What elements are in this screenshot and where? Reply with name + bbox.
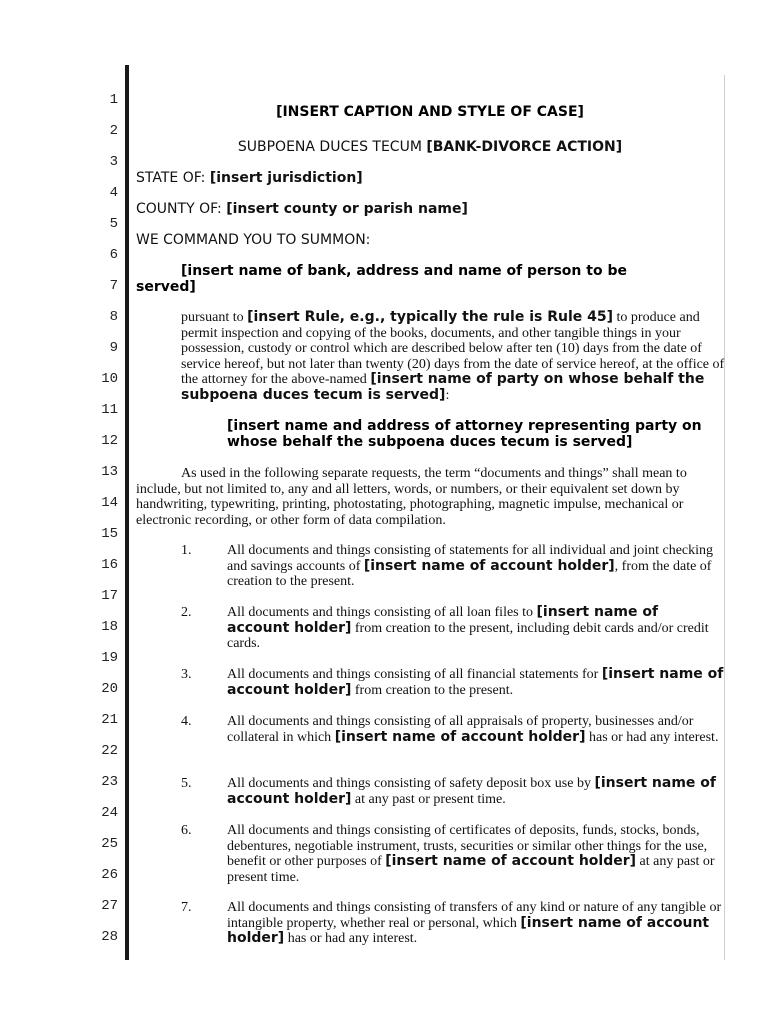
line-number: 9 xyxy=(109,340,118,356)
request-item xyxy=(227,605,725,652)
account-holder-placeholder: [insert name of account holder] xyxy=(227,775,717,807)
left-margin-rule xyxy=(125,65,129,960)
request-number: 2. xyxy=(181,605,192,620)
request-text-end: has or had any interest. xyxy=(284,931,418,946)
request-number: 6. xyxy=(181,823,192,838)
request-text: All documents and things consisting of statements for all individual and joint checking and savings accounts of xyxy=(227,543,714,574)
line-number: 21 xyxy=(101,712,118,728)
pursuant-text: pursuant to xyxy=(181,310,248,325)
line-number: 24 xyxy=(101,805,118,821)
line-number: 13 xyxy=(101,464,118,480)
definition-paragraph: As used in the following separate requests, the term “documents and things” shall mean to include, but not limited to, any and all letters, words, or numbers, or their equivalent set down by handwriting, typewriting, printing, photostating, photographing, magnetic impulse, mechanical or electronic recording, or other form of data compilation. xyxy=(136,466,687,528)
request-text: All documents and things consisting of safety deposit box use by xyxy=(227,776,595,791)
line-number: 4 xyxy=(109,185,118,201)
line-number: 15 xyxy=(101,526,118,542)
account-holder-placeholder: [insert name of account holder] xyxy=(227,604,659,636)
command-line: WE COMMAND YOU TO SUMMON: xyxy=(136,232,371,248)
rule-placeholder: [insert Rule, e.g., typically the rule is Rule 45] xyxy=(247,309,614,325)
line-number: 17 xyxy=(101,588,118,604)
request-text: All documents and things consisting of all appraisals of property, businesses and/or collateral in which xyxy=(227,714,694,745)
request-text: All documents and things consisting of transfers of any kind or nature of any tangible or intangible property, whether real or personal, which xyxy=(227,900,722,931)
line-number: 6 xyxy=(109,247,118,263)
line-number: 20 xyxy=(101,681,118,697)
request-item xyxy=(227,667,725,698)
county-line xyxy=(136,201,468,217)
line-number: 27 xyxy=(101,898,118,914)
line-number: 10 xyxy=(101,371,118,387)
account-holder-placeholder: [insert name of account holder] xyxy=(385,853,637,869)
request-item xyxy=(227,543,725,590)
request-item xyxy=(227,776,725,807)
line-number: 19 xyxy=(101,650,118,666)
line-number: 8 xyxy=(109,309,118,325)
request-number: 1. xyxy=(181,543,192,558)
line-number: 5 xyxy=(109,216,118,232)
line-number: 2 xyxy=(109,123,118,139)
line-number: 16 xyxy=(101,557,118,573)
account-holder-placeholder: [insert name of account holder] xyxy=(334,728,586,745)
line-number: 18 xyxy=(101,619,118,635)
action-type-placeholder: [BANK-DIVORCE ACTION] xyxy=(426,139,623,155)
subpoena-title xyxy=(136,139,724,155)
attorney-placeholder: [insert name and address of attorney representing party on whose behalf the subpoena duces tecum is served] xyxy=(227,418,702,450)
line-number: 1 xyxy=(109,92,118,108)
request-item xyxy=(227,714,725,745)
request-text-end: , from the date of creation to the present. xyxy=(227,558,712,589)
line-number: 26 xyxy=(101,867,118,883)
account-holder-placeholder: [insert name of account holder] xyxy=(227,666,724,698)
pursuant-body-text: to produce and permit inspection and copying of the books, documents, and other tangible things in your possession, custody or control which are described below after ten (10) days from the date of service hereof, but not later than twenty (20) days from the date of service hereof, at the office of the attorney for the above-named xyxy=(181,310,725,387)
request-item xyxy=(227,823,725,885)
line-number: 22 xyxy=(101,743,118,759)
request-text: All documents and things consisting of certificates of deposits, funds, stocks, bonds, debentures, negotiable instrument, trusts, securities or similar other things for the use, benefit or other purposes of xyxy=(227,823,708,869)
line-number: 7 xyxy=(109,278,118,294)
account-holder-placeholder: [insert name of account holder] xyxy=(363,557,615,574)
request-text-end: at any past or present time. xyxy=(227,854,715,885)
line-number: 3 xyxy=(109,154,118,170)
county-label: COUNTY OF: xyxy=(136,201,227,217)
line-number: 25 xyxy=(101,836,118,852)
account-holder-placeholder: [insert name of account holder] xyxy=(227,914,710,946)
request-text-end: has or had any interest. xyxy=(585,729,719,745)
request-number: 4. xyxy=(181,714,192,729)
state-line xyxy=(136,170,363,186)
request-item xyxy=(227,900,725,947)
subpoena-title-text: SUBPOENA DUCES TECUM xyxy=(237,139,427,155)
request-text: All documents and things consisting of all loan files to xyxy=(227,605,537,620)
jurisdiction-placeholder: [insert jurisdiction] xyxy=(209,170,363,186)
request-text-end: from creation to the present, including debit cards and/or credit cards. xyxy=(227,620,709,651)
pursuant-paragraph xyxy=(181,310,725,403)
pursuant-end-text: : xyxy=(445,387,450,403)
request-number: 7. xyxy=(181,900,192,915)
request-number: 5. xyxy=(181,776,192,791)
bank-placeholder: [insert name of bank, address and name of person to be served] xyxy=(136,263,627,295)
county-placeholder: [insert county or parish name] xyxy=(226,201,468,217)
request-text: All documents and things consisting of all financial statements for xyxy=(227,667,602,682)
line-number: 11 xyxy=(101,402,118,418)
case-caption: [INSERT CAPTION AND STYLE OF CASE] xyxy=(276,104,584,120)
party-placeholder: [insert name of party on whose behalf the subpoena duces tecum is served] xyxy=(181,371,705,403)
request-text-end: at any past or present time. xyxy=(351,791,506,807)
line-number: 14 xyxy=(101,495,118,511)
state-label: STATE OF: xyxy=(136,170,210,186)
request-text-end: from creation to the present. xyxy=(351,682,514,698)
line-number: 23 xyxy=(101,774,118,790)
line-number: 28 xyxy=(101,929,118,945)
line-number: 12 xyxy=(101,433,118,449)
request-number: 3. xyxy=(181,667,192,682)
